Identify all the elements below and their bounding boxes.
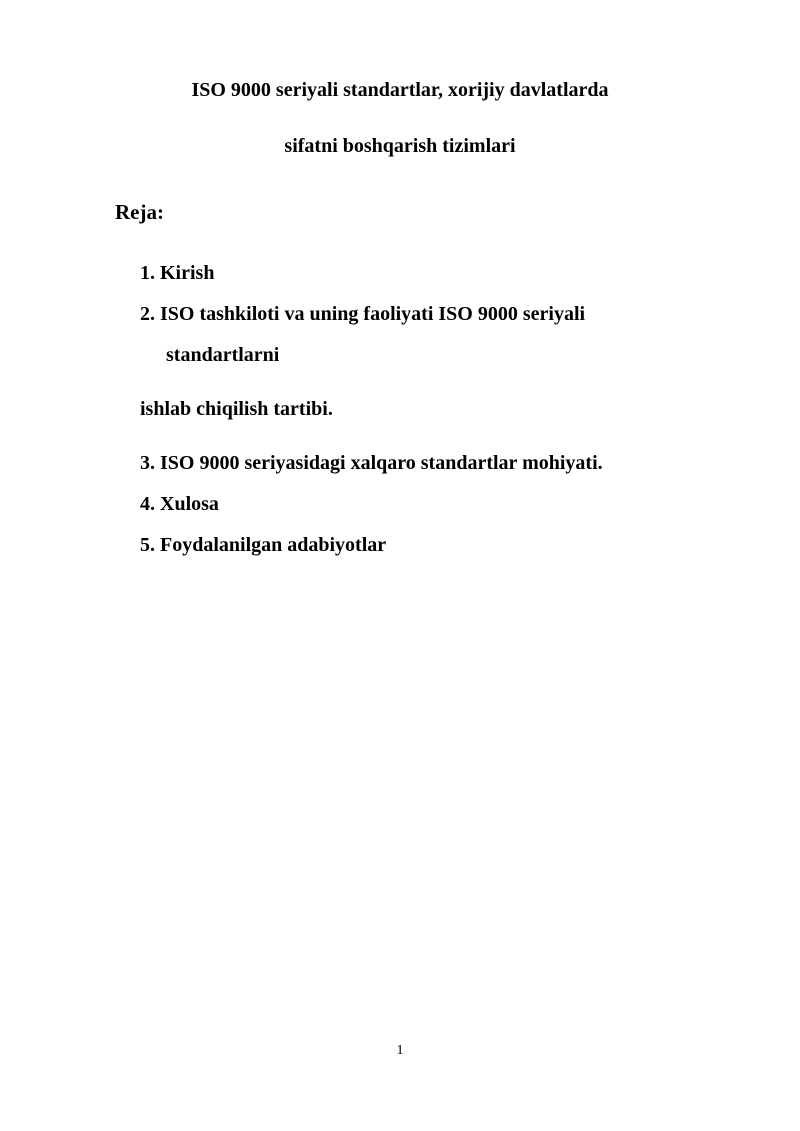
- document-title-line-1: ISO 9000 seriyali standartlar, xorijiy davlatlarda: [191, 79, 609, 101]
- list-item-2-line-2: standartlarni: [166, 344, 280, 366]
- document-title-line-2: sifatni boshqarish tizimlari: [284, 135, 516, 157]
- list-item-5: 5. Foydalanilgan adabiyotlar: [140, 534, 387, 556]
- document-title: [0, 0, 800, 158]
- plan-list: [0, 253, 800, 566]
- page-number: 1: [396, 1043, 404, 1058]
- list-item-3: 3. ISO 9000 seriyasidagi xalqaro standartlar mohiyati.: [140, 452, 603, 474]
- list-item-4: 4. Xulosa: [140, 493, 219, 515]
- plan-heading: Reja:: [115, 200, 164, 224]
- list-item-2-continuation: ishlab chiqilish tartibi.: [140, 398, 333, 420]
- list-item-2-line-1: 2. ISO tashkiloti va uning faoliyati ISO 9000 seriyali: [140, 303, 586, 325]
- list-item-1: 1. Kirish: [140, 262, 215, 284]
